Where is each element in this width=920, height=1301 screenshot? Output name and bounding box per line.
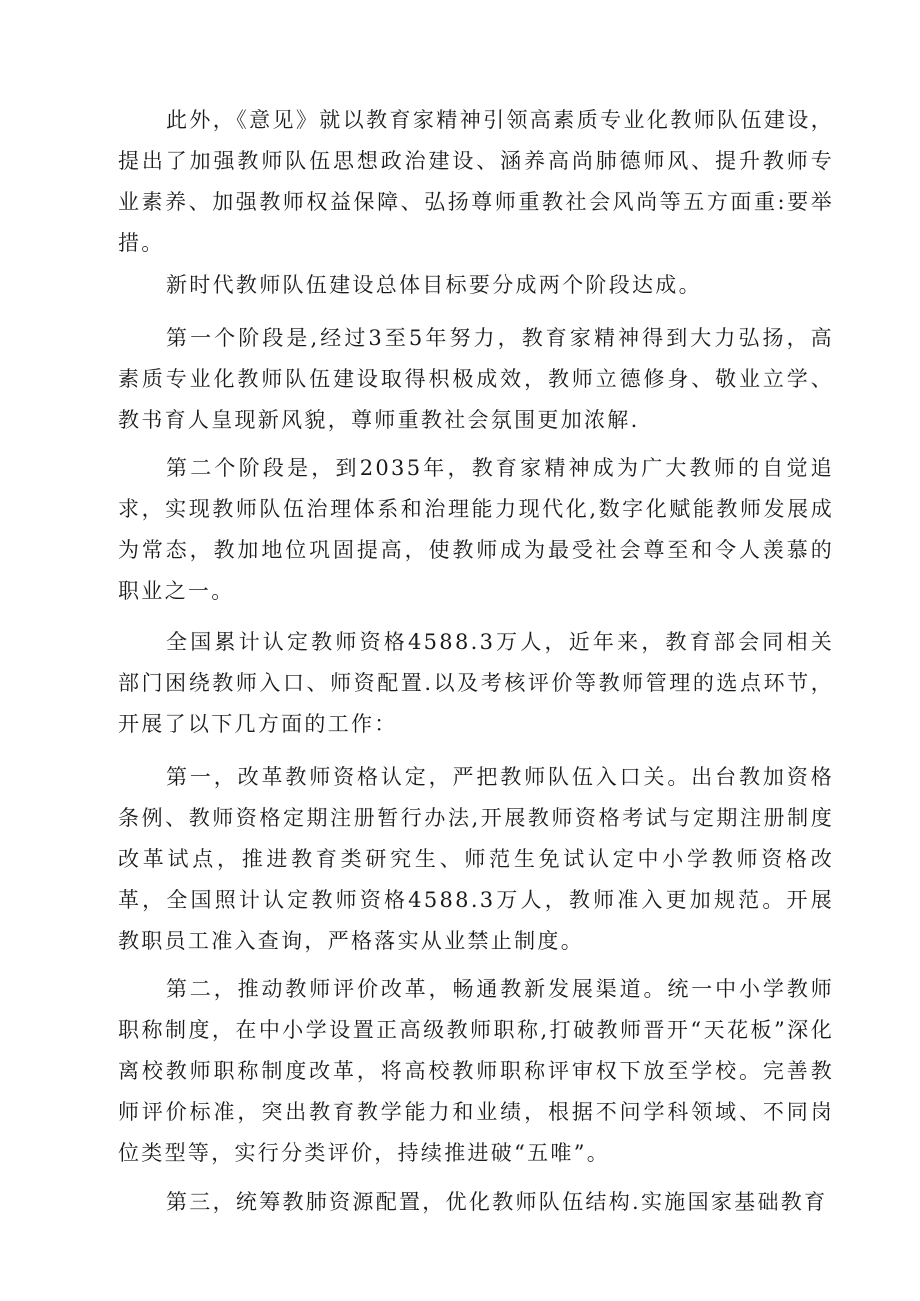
paragraph-opinion-measures: 此外，《意见》就以教育家精神引领高素质专业化教师队伍建设，提出了加强教师队伍思想政治建设、涵养高尚肺德师风、提升教师专业素养、加强教师权益保障、弘扬尊师重教社会风尚等五方面重:要举措。 — [118, 108, 834, 255]
paragraph-second-measure: 第二，推动教师评价改革，畅通教新发展渠道。统一中小学教师职称制度，在中小学设置正高级教师职称,打破教师晋开“天花板”深化离校教师职称制度改革，将高校教师职称评审权下放至学校。完善教师评价标准，突出教育教学能力和业绩，根据不问学科领域、不同岗位类型等，实行分类评价，持续推进破“五唯”。 — [118, 977, 834, 1165]
paragraph-first-measure: 第一，改革教师资格认定，严把教师队伍入口关。出台教加资格条例、教师资格定期注册暂行办法,开展教师资格考试与定期注册制度改革试点，推进教育类研究生、师范生免试认定中小学教师资格改革，全国照计认定教师资格4588.3万人，教师准入更加规范。开展教职员工准入查询，严格落实从业禁止制度。 — [118, 765, 834, 953]
paragraph-work-overview: 全国累计认定教师资格4588.3万人，近年来，教育部会同相关部门困绕教师入口、师资配置.以及考核评价等教师管理的选点环节，开展了以下几方面的工作： — [118, 630, 834, 736]
document-page — [118, 100, 834, 1223]
paragraph-stage-one: 第一个阶段是,经过3至5年努力，教育家精神得到大力弘扬，高素质专业化教师队伍建设取得枳极成效，教师立德修身、敬业立学、教书育人皇现新风貌，尊师重教社会氛围更加浓解. — [118, 326, 834, 432]
paragraph-stage-two: 第二个阶段是，到2035年，教育家精神成为广大教师的自觉追求，实现教师队伍治理体系和治理能力现代化,数字化赋能教师发展成为常态，教加地位巩固提高，使教师成为最受社会尊至和令人羡慕的职业之一。 — [118, 456, 834, 603]
paragraph-two-stage-goal: 新时代教师队伍建设总体目标要分成两个阶段达成。 — [166, 273, 702, 297]
paragraph-third-measure: 第三，统筹教肺资源配置，优化教师队伍结构.实施国家基础教育 — [166, 1190, 828, 1214]
